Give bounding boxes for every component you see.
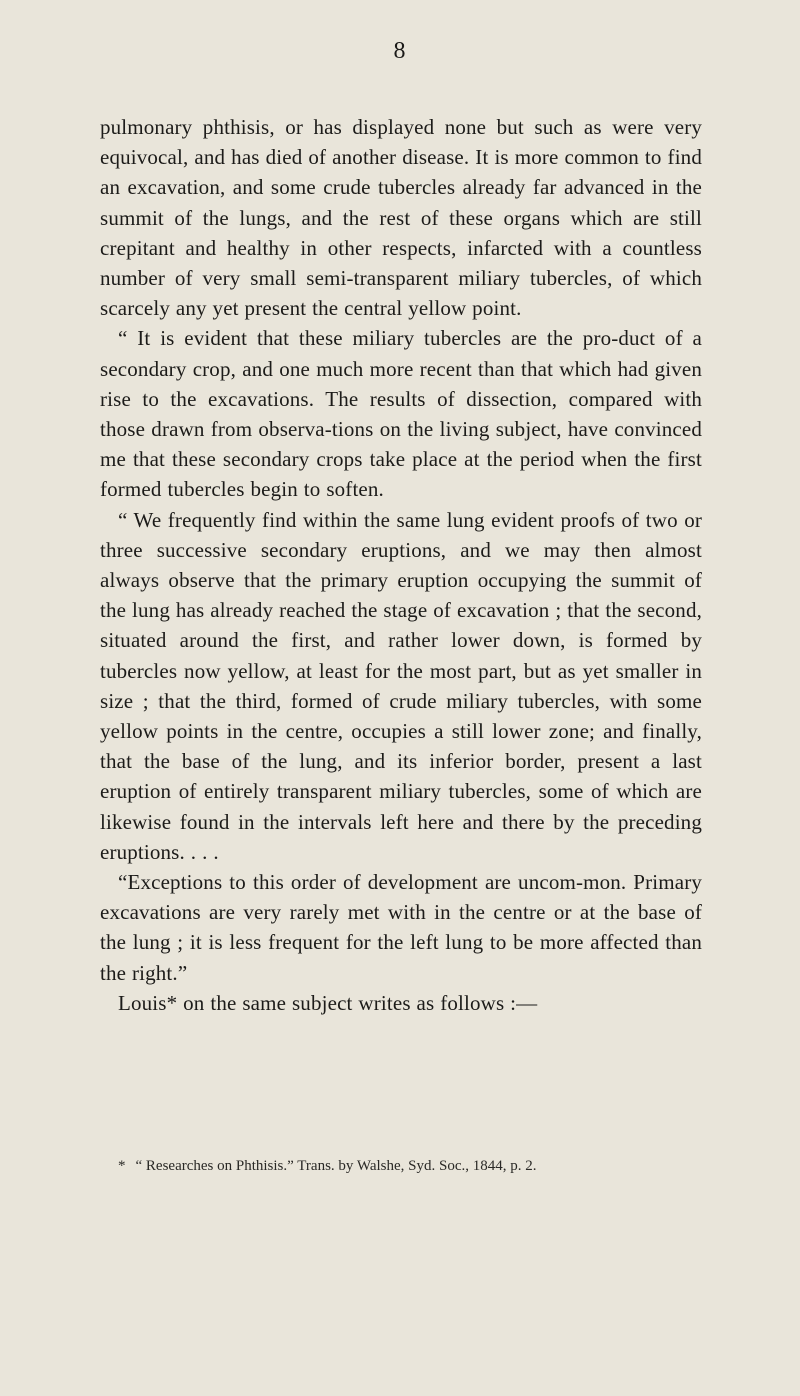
footnote-text: “ Researches on Phthisis.” Trans. by Walshe, Syd. Soc., 1844, p. 2. <box>135 1158 537 1174</box>
body-text <box>100 112 702 1018</box>
page-number: 8 <box>393 38 407 64</box>
paragraph-exceptions: “Exceptions to this order of development are uncom-mon. Primary excavations are very rarely met with in the centre or at the base of the lung ; it is less frequent for the left lung to be more affected than the right.” <box>100 870 702 985</box>
footnote-mark: * <box>118 1158 126 1174</box>
paragraph-secondary-crop: “ It is evident that these miliary tubercles are the pro-duct of a secondary crop, and one much more recent than that which had given rise to the excavations. The results of dissection, compared with those drawn from observa-tions on the living subject, have convinced me that these secondary crops take place at the period when the first formed tubercles begin to soften. <box>100 326 702 502</box>
paragraph-louis: Louis* on the same subject writes as follows :— <box>118 990 538 1015</box>
footnote <box>100 1156 702 1176</box>
paragraph-successive-eruptions: “ We frequently find within the same lung evident proofs of two or three successive secondary eruptions, and we may then almost always observe that the primary eruption occupying the summit of the lung has already reached the stage of excavation ; that the second, situated around the first, and rather lower down, is formed by tubercles now yellow, at least for the most part, but as yet smaller in size ; that the third, formed of crude miliary tubercles, with some yellow points in the centre, occupies a still lower zone; and finally, that the base of the lung, and its inferior border, present a last eruption of entirely transparent miliary tubercles, some of which are likewise found in the intervals left here and there by the preceding eruptions. . . . <box>100 507 702 864</box>
paragraph-continued: pulmonary phthisis, or has displayed none but such as were very equivocal, and has died of another disease. It is more common to find an excavation, and some crude tubercles already far advanced in the summit of the lungs, and the rest of these organs which are still crepitant and healthy in other respects, infarcted with a countless number of very small semi-transparent miliary tubercles, of which scarcely any yet present the central yellow point. <box>100 115 702 321</box>
